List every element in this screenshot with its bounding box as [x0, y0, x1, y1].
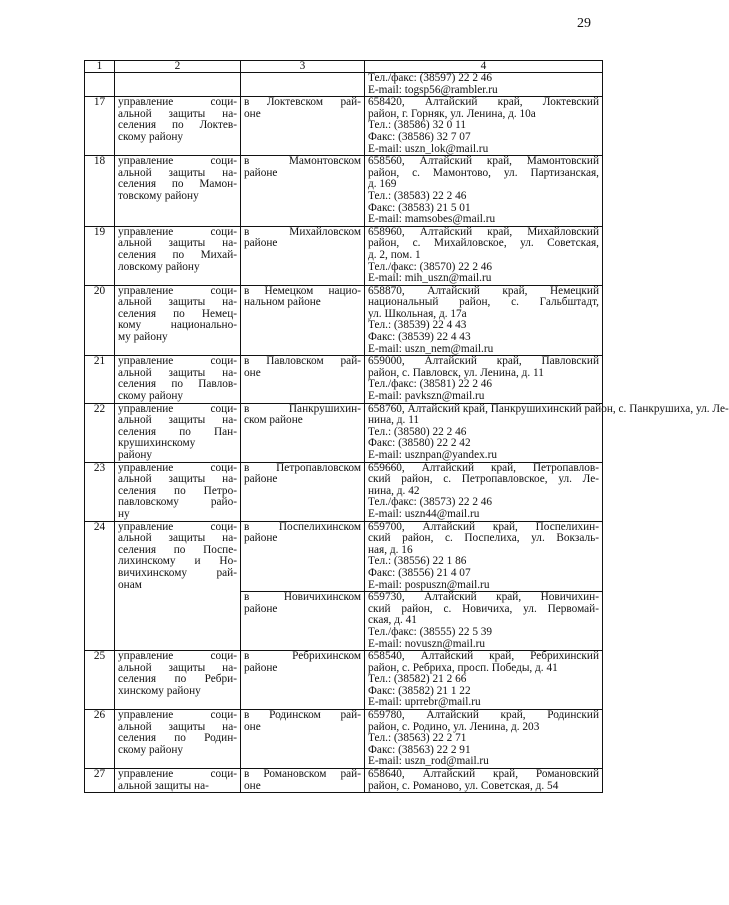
contact-line: Тел.: (38556) 22 1 86: [368, 555, 467, 568]
page-number: 29: [577, 16, 591, 31]
service-area-cell: [241, 651, 365, 710]
table-row: [85, 73, 603, 97]
org-line: павловскому райо-: [118, 496, 237, 509]
contact-line: Тел.: (38586) 32 0 11: [368, 119, 466, 132]
contact-line: 658640, Алтайский край, Романовский: [368, 768, 599, 781]
org-line: кому национально-: [118, 319, 237, 332]
contact-line: 658420, Алтайский край, Локтевский: [368, 96, 599, 109]
table-row: [85, 521, 603, 592]
area-line: в Михайловском: [244, 225, 361, 238]
contact-line: Факс: (38580) 22 2 42: [368, 437, 471, 450]
area-line: в Немецком нацио-: [244, 284, 361, 297]
contact-line: д. 2, пом. 1: [368, 248, 421, 261]
contact-line: E-mail: usznpan@yandex.ru: [368, 449, 497, 461]
area-line: нальном районе: [244, 296, 321, 309]
organization-cell: [115, 97, 241, 156]
contacts-cell: [365, 73, 603, 97]
contact-line: Тел.: (38539) 22 4 43: [368, 319, 467, 332]
service-area-cell: [241, 226, 365, 285]
contacts-cell: [365, 226, 603, 285]
column-header: 3: [241, 61, 365, 73]
org-line: скому району: [118, 743, 184, 756]
row-number: 26: [85, 710, 115, 769]
org-line: селения по Ребри-: [118, 673, 237, 686]
contacts-cell: [365, 402, 729, 462]
contact-line: Факс: (38563) 22 2 91: [368, 743, 471, 756]
contacts-cell: [365, 521, 603, 592]
contact-line: 659700, Алтайский край, Поспелихин-: [368, 520, 599, 533]
area-line: районе: [244, 661, 278, 674]
org-line: альной защиты на-: [118, 237, 237, 250]
org-line: управление соци-: [118, 225, 237, 238]
contact-line: E-mail: mamsobes@mail.ru: [368, 213, 496, 226]
organization-cell: [115, 521, 241, 651]
table-row: [85, 285, 603, 356]
organization-cell: [115, 403, 241, 462]
area-line: в Павловском рай-: [244, 355, 361, 368]
contact-line: район, с. Романово, ул. Советская, д. 54: [368, 779, 559, 792]
table-row: [85, 403, 603, 462]
contact-line: Тел./факс: (38573) 22 2 46: [368, 496, 493, 509]
contact-line: E-mail: uprrebr@mail.ru: [368, 696, 481, 709]
service-area-cell: [241, 97, 365, 156]
org-line: альной защиты на-: [118, 720, 237, 733]
contact-line: Тел.: (38563) 22 2 71: [368, 732, 467, 745]
contacts-cell: [365, 97, 603, 156]
contact-line: Тел./факс: (38581) 22 2 46: [368, 378, 493, 391]
table-row: [85, 651, 603, 710]
org-line: онам: [118, 578, 142, 591]
contact-line: ская, д. 41: [368, 614, 417, 627]
org-line: управление соци-: [118, 96, 237, 109]
service-area-cell: [241, 356, 365, 403]
service-area-cell: [241, 73, 365, 97]
contacts-cell: [365, 592, 603, 651]
org-line: управление соци-: [118, 650, 237, 663]
contact-line: ский район, с. Новичиха, ул. Первомай-: [368, 602, 599, 615]
contact-line: нина, д. 42: [368, 484, 420, 497]
organization-cell: [115, 462, 241, 521]
row-number: 22: [85, 403, 115, 462]
organization-cell: [115, 73, 241, 97]
area-line: в Романовском рай-: [244, 768, 361, 781]
contacts-cell: [365, 462, 603, 521]
org-line: скому району: [118, 390, 184, 403]
org-line: альной защиты на-: [118, 661, 237, 674]
area-line: районе: [244, 166, 278, 179]
area-line: ском районе: [244, 414, 303, 427]
area-line: в Панкрушихин-: [244, 402, 361, 415]
org-line: селения по Поспе-: [118, 543, 237, 556]
contact-line: E-mail: mih_uszn@mail.ru: [368, 272, 492, 285]
area-line: оне: [244, 107, 261, 120]
organization-cell: [115, 651, 241, 710]
org-line: району: [118, 449, 153, 461]
contact-line: E-mail: pavkszn@mail.ru: [368, 390, 485, 403]
organization-cell: [115, 226, 241, 285]
contacts-cell: [365, 769, 603, 793]
contacts-cell: [365, 710, 603, 769]
contact-line: Тел.: (38580) 22 2 46: [368, 425, 467, 438]
organization-cell: [115, 710, 241, 769]
org-line: альной защиты на-: [118, 779, 209, 792]
contact-line: 658870, Алтайский край, Немецкий: [368, 284, 599, 297]
column-header: 4: [365, 61, 603, 73]
org-line: селения по Локтев-: [118, 119, 237, 132]
table-row: [85, 710, 603, 769]
org-line: управление соци-: [118, 768, 237, 781]
contact-line: Тел.: (38583) 22 2 46: [368, 189, 467, 202]
service-area-cell: [241, 462, 365, 521]
org-line: альной защиты на-: [118, 414, 237, 427]
org-line: альной защиты на-: [118, 366, 237, 379]
service-area-cell: [241, 285, 365, 356]
table-row: [85, 226, 603, 285]
contact-line: национальный район, с. Гальбштадт,: [368, 296, 599, 309]
row-number: 17: [85, 97, 115, 156]
contact-line: 659780, Алтайский край, Родинский: [368, 709, 599, 722]
org-line: управление соци-: [118, 355, 237, 368]
org-line: ловскому району: [118, 260, 200, 273]
table-row: [85, 356, 603, 403]
org-line: альной защиты на-: [118, 166, 237, 179]
contact-line: E-mail: novuszn@mail.ru: [368, 637, 486, 650]
contacts-cell: [365, 651, 603, 710]
org-line: селения по Мамон-: [118, 178, 237, 191]
contact-line: район, с. Мамонтово, ул. Партизанская,: [368, 166, 599, 179]
contact-line: район, с. Ребриха, просп. Победы, д. 41: [368, 661, 558, 674]
contact-line: нина, д. 11: [368, 414, 420, 427]
service-area-cell: [241, 521, 365, 592]
contact-line: Факс: (38583) 21 5 01: [368, 201, 471, 214]
row-number: 21: [85, 356, 115, 403]
area-line: районе: [244, 473, 278, 486]
org-line: селения по Павлов-: [118, 378, 237, 391]
contact-line: Тел./факс: (38555) 22 5 39: [368, 625, 493, 638]
row-number: 25: [85, 651, 115, 710]
area-line: оне: [244, 366, 261, 379]
table-header-row: [85, 61, 603, 73]
contact-line: 659660, Алтайский край, Петропавлов-: [368, 461, 599, 474]
column-header: 1: [85, 61, 115, 73]
org-line: селения по Родин-: [118, 732, 237, 745]
org-line: скому району: [118, 130, 184, 143]
org-line: управление соци-: [118, 155, 237, 168]
organization-cell: [115, 156, 241, 227]
row-number: 24: [85, 521, 115, 651]
contact-line: район, с. Михайловское, ул. Советская,: [368, 237, 599, 250]
organization-cell: [115, 285, 241, 356]
org-line: ну: [118, 507, 130, 520]
row-number: 20: [85, 285, 115, 356]
contact-line: Тел./факс: (38570) 22 2 46: [368, 260, 493, 273]
contact-line: район, с. Родино, ул. Ленина, д. 203: [368, 720, 540, 733]
contact-line: Тел.: (38582) 21 2 66: [368, 673, 467, 686]
area-line: оне: [244, 779, 261, 792]
area-line: в Новичихинском: [244, 591, 361, 604]
table-row: [85, 156, 603, 227]
org-line: управление соци-: [118, 402, 237, 415]
service-area-cell: [241, 403, 365, 462]
org-line: управление соци-: [118, 461, 237, 474]
org-line: крушихинскому: [118, 437, 196, 450]
area-line: в Локтевском рай-: [244, 96, 361, 109]
contacts-cell: [365, 156, 603, 227]
contact-line: 658760, Алтайский край, Панкрушихинский район, с. Панкрушиха, ул. Ле-: [368, 402, 729, 415]
area-line: в Поспелихинском: [244, 520, 361, 533]
table-row: [85, 462, 603, 521]
contacts-cell: [365, 356, 603, 403]
org-line: селения по Михай-: [118, 248, 237, 261]
org-line: лихинскому и Но-: [118, 555, 237, 568]
contact-line: район, г. Горняк, ул. Ленина, д. 10а: [368, 107, 536, 120]
org-line: му району: [118, 331, 168, 344]
row-number: [85, 73, 115, 97]
organization-cell: [115, 769, 241, 793]
org-line: хинскому району: [118, 684, 201, 697]
org-line: селения по Немец-: [118, 307, 237, 320]
row-number: 27: [85, 769, 115, 793]
contact-line: ная, д. 16: [368, 543, 413, 556]
org-line: альной защиты на-: [118, 107, 237, 120]
row-number: 23: [85, 462, 115, 521]
contact-line: E-mail: uszn_lok@mail.ru: [368, 142, 489, 155]
contact-line: 659730, Алтайский край, Новичихин-: [368, 591, 599, 604]
contact-line: Тел./факс: (38597) 22 2 46: [368, 72, 493, 84]
service-area-cell: [241, 710, 365, 769]
table-row: [85, 97, 603, 156]
contact-line: Факс: (38556) 21 4 07: [368, 566, 471, 579]
contact-line: 658960, Алтайский край, Михайловский: [368, 225, 599, 238]
row-number: 19: [85, 226, 115, 285]
org-line: управление соци-: [118, 284, 237, 297]
contacts-cell: [365, 285, 603, 356]
organization-cell: [115, 356, 241, 403]
table-body: [85, 72, 729, 793]
area-line: в Ребрихинском: [244, 650, 361, 663]
contact-line: ский район, с. Поспелиха, ул. Вокзаль-: [368, 532, 599, 545]
org-line: вичихинскому рай-: [118, 566, 237, 579]
contact-line: ул. Школьная, д. 17а: [368, 307, 467, 320]
contact-line: Факс: (38586) 32 7 07: [368, 130, 471, 143]
org-line: селения по Пан-: [118, 425, 237, 438]
area-line: в Петропавловском: [244, 461, 361, 474]
org-line: управление соци-: [118, 709, 237, 722]
service-area-cell: [241, 156, 365, 227]
contact-line: 658560, Алтайский край, Мамонтовский: [368, 155, 599, 168]
area-line: в Родинском рай-: [244, 709, 361, 722]
contact-line: 659000, Алтайский край, Павловский: [368, 355, 599, 368]
service-area-cell: [241, 769, 365, 793]
org-line: селения по Петро-: [118, 484, 237, 497]
area-line: районе: [244, 602, 278, 615]
area-line: оне: [244, 720, 261, 733]
org-line: альной защиты на-: [118, 473, 237, 486]
org-line: управление соци-: [118, 520, 237, 533]
table-row: [85, 769, 603, 793]
org-line: товскому району: [118, 189, 199, 202]
area-line: районе: [244, 532, 278, 545]
area-line: в Мамонтовском: [244, 155, 361, 168]
contact-line: E-mail: uszn_rod@mail.ru: [368, 755, 489, 768]
contact-line: E-mail: pospuszn@mail.ru: [368, 578, 490, 591]
contact-line: ский район, с. Петропавловское, ул. Ле-: [368, 473, 599, 486]
org-line: альной защиты на-: [118, 296, 237, 309]
contact-line: 658540, Алтайский край, Ребрихинский: [368, 650, 599, 663]
contact-line: район, с. Павловск, ул. Ленина, д. 11: [368, 366, 544, 379]
social-protection-offices-table: [84, 60, 729, 793]
contact-line: E-mail: uszn_nem@mail.ru: [368, 342, 494, 355]
contact-line: Факс: (38539) 22 4 43: [368, 331, 471, 344]
column-header: 2: [115, 61, 241, 73]
contact-line: д. 169: [368, 178, 397, 191]
area-line: районе: [244, 237, 278, 250]
row-number: 18: [85, 156, 115, 227]
service-area-cell: [241, 592, 365, 651]
contact-line: E-mail: uszn44@mail.ru: [368, 507, 480, 520]
contact-line: E-mail: togsp56@rambler.ru: [368, 83, 498, 96]
contact-line: Факс: (38582) 21 1 22: [368, 684, 471, 697]
org-line: альной защиты на-: [118, 532, 237, 545]
